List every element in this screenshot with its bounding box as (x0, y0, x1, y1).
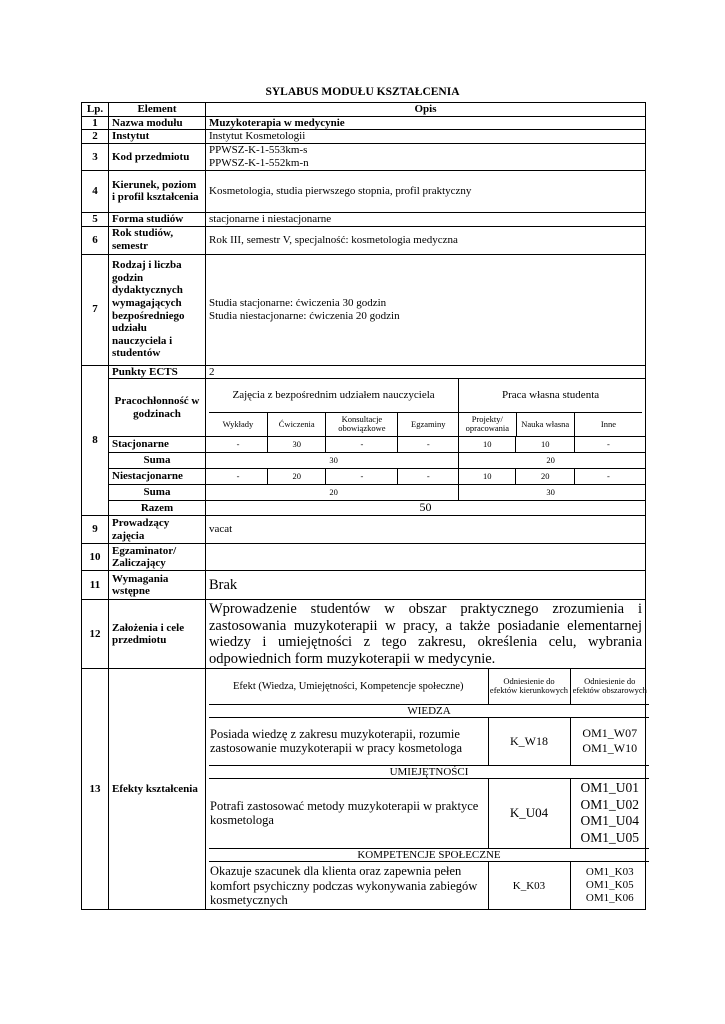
col-projekty: Projekty/ opracowania (459, 412, 516, 436)
stac-inne: - (607, 439, 610, 450)
label-zalozenia: Założenia i cele przedmiotu (109, 600, 206, 669)
lp-10: 10 (82, 544, 109, 571)
label-niestacjonarne: Niestacjonarne (109, 469, 206, 485)
komp-obsz-3: OM1_K06 (585, 892, 634, 905)
header-element: Element (109, 103, 206, 117)
row-2 (82, 130, 646, 144)
stac-nauka: 10 (516, 437, 574, 452)
suma-niestac-grid (209, 485, 642, 500)
niestacjonarne-values (206, 469, 646, 485)
kod-niestacjonarne: PPWSZ-K-1-552km-n (209, 156, 309, 169)
kompetencje-kierunkowe: K_K03 (488, 861, 570, 909)
umiej-obsz-2: OM1_U02 (580, 796, 639, 812)
wiedza-obsz-2: OM1_W10 (582, 741, 638, 756)
wiedza-obszarowe (570, 717, 649, 765)
stacjonarne-values (206, 437, 646, 453)
label-suma-niestac: Suma (109, 485, 206, 501)
row-9 (82, 516, 646, 544)
row-8-niestacjonarne (82, 469, 646, 485)
efekty-header-efekt: Efekt (Wiedza, Umiejętności, Kompetencje społeczne) (209, 669, 488, 704)
header-lp: Lp. (82, 103, 109, 117)
suma-stac-grid (209, 453, 642, 468)
label-instytut: Instytut (109, 130, 206, 144)
value-punkty-ects: 2 (206, 365, 646, 379)
value-rok-studiow: Rok III, semestr V, specjalność: kosmetologia medyczna (206, 226, 646, 254)
lp-5: 5 (82, 212, 109, 226)
godziny-niestacjonarne: Studia niestacjonarne: ćwiczenia 20 godzin (209, 309, 400, 322)
col-wyklady: Wykłady (209, 412, 267, 436)
value-nazwa-modulu: Muzykoterapia w medycynie (206, 116, 646, 130)
row-8-suma-stac (82, 453, 646, 469)
col-konsultacje: Konsultacje obowiązkowe (326, 412, 398, 436)
label-rok-studiow: Rok studiów, semestr (109, 226, 206, 254)
label-wymagania: Wymagania wstępne (109, 571, 206, 600)
lp-3: 3 (82, 143, 109, 170)
lp-8: 8 (82, 365, 109, 516)
suma-niestac-wlasna: 30 (546, 487, 555, 498)
suma-stac-bezposrednie: 30 (209, 453, 459, 468)
row-11 (82, 571, 646, 600)
row-3 (82, 143, 646, 170)
lp-6: 6 (82, 226, 109, 254)
umiejetnosci-obszarowe (570, 778, 649, 848)
value-wymagania: Brak (206, 571, 646, 600)
umiejetnosci-kierunkowe: K_U04 (488, 778, 570, 848)
document-title: SYLABUS MODUŁU KSZTAŁCENIA (265, 86, 460, 98)
label-efekty: Efekty kształcenia (109, 669, 206, 910)
value-prowadzacy: vacat (206, 516, 646, 544)
stacjonarne-grid (209, 437, 642, 452)
umiej-obsz-1: OM1_U01 (580, 779, 639, 795)
umiej-obsz-4: OM1_U05 (580, 830, 639, 846)
wiedza-obsz-1: OM1_W07 (582, 725, 638, 740)
niestacjonarne-grid (209, 469, 642, 484)
group-praca-wlasna: Praca własna studenta (459, 379, 642, 412)
row-1 (82, 116, 646, 130)
row-4 (82, 170, 646, 212)
niestac-wyklady: - (209, 469, 267, 484)
wiedza-efekt: Posiada wiedzę z zakresu muzykoterapii, rozumie zastosowanie muzykoterapii w pracy kosmetologa (209, 717, 488, 765)
value-egzaminator (206, 544, 646, 571)
stac-wyklady: - (209, 437, 267, 452)
col-inne: Inne (574, 412, 642, 436)
section-wiedza: WIEDZA (209, 704, 649, 717)
col-egzaminy: Egzaminy (398, 412, 459, 436)
umiejetnosci-efekt: Potrafi zastosować metody muzykoterapii w praktyce kosmetologa (209, 778, 488, 848)
efekty-grid (209, 669, 649, 909)
stac-egzaminy: - (398, 437, 459, 452)
wiedza-kierunkowe: K_W18 (488, 717, 570, 765)
label-punkty-ects: Punkty ECTS (109, 365, 206, 379)
row-6 (82, 226, 646, 254)
value-zalozenia: Wprowadzenie studentów w obszar praktycznego zrozumienia i zastosowania muzykoterapii w pracy, a także posiadanie elementarnej wiedzy i umiejętności z tego zakresu, określenia celu, wybrania odpowiednich form muzykoterapii w medycynie. (206, 600, 646, 669)
value-razem: 50 (206, 501, 646, 516)
lp-7: 7 (82, 254, 109, 365)
kompetencje-efekt: Okazuje szacunek dla klienta oraz zapewnia pełen komfort psychiczny podczas wykonywania zabiegów kosmetycznych (209, 861, 488, 909)
hours-table-header (206, 379, 646, 437)
lp-4: 4 (82, 170, 109, 212)
row-7 (82, 254, 646, 365)
label-kierunek: Kierunek, poziom i profil kształcenia (109, 170, 206, 212)
label-stacjonarne: Stacjonarne (109, 437, 206, 453)
value-forma-studiow: stacjonarne i niestacjonarne (206, 212, 646, 226)
komp-obsz-1: OM1_K03 (585, 865, 634, 878)
niestac-egzaminy: - (398, 469, 459, 484)
row-8-razem (82, 501, 646, 516)
stac-konsultacje: - (326, 437, 398, 452)
value-kierunek: Kosmetologia, studia pierwszego stopnia, profil praktyczny (206, 170, 646, 212)
lp-9: 9 (82, 516, 109, 544)
efekty-header-obszarowe: Odniesienie do efektów obszarowych (570, 669, 649, 704)
label-egzaminator: Egzaminator/ Zaliczający (109, 544, 206, 571)
row-10 (82, 544, 646, 571)
col-cwiczenia: Ćwiczenia (267, 412, 325, 436)
lp-12: 12 (82, 600, 109, 669)
label-rodzaj-godzin: Rodzaj i liczba godzin dydaktycznych wymagających bezpośredniego udziału nauczyciela i studentów (109, 254, 206, 365)
kompetencje-obszarowe (570, 861, 649, 909)
stac-projekty: 10 (459, 437, 516, 452)
value-instytut: Instytut Kosmetologii (206, 130, 646, 144)
row-12 (82, 600, 646, 669)
row-8-ects (82, 365, 646, 379)
value-rodzaj-godzin (206, 254, 646, 365)
row-8-suma-niestac (82, 485, 646, 501)
niestac-inne: - (607, 471, 610, 482)
label-razem: Razem (109, 501, 206, 516)
niestac-projekty: 10 (459, 469, 516, 484)
kod-stacjonarne: PPWSZ-K-1-553km-s (209, 144, 308, 157)
row-8-pracochlonnosc (82, 379, 646, 437)
niestac-nauka: 20 (516, 469, 574, 484)
lp-11: 11 (82, 571, 109, 600)
header-opis: Opis (206, 103, 646, 117)
lp-2: 2 (82, 130, 109, 144)
label-suma-stac: Suma (109, 453, 206, 469)
syllabus-table (81, 102, 646, 910)
suma-niestac-values (206, 485, 646, 501)
niestac-cwiczenia: 20 (267, 469, 325, 484)
suma-stac-wlasna: 20 (546, 455, 555, 466)
stac-cwiczenia: 30 (267, 437, 325, 452)
label-kod-przedmiotu: Kod przedmiotu (109, 143, 206, 170)
godziny-stacjonarne: Studia stacjonarne: ćwiczenia 30 godzin (209, 296, 387, 309)
row-8-stacjonarne (82, 437, 646, 453)
umiej-obsz-3: OM1_U04 (580, 813, 639, 829)
section-kompetencje: KOMPETENCJE SPOŁECZNE (209, 848, 649, 861)
row-13 (82, 669, 646, 910)
header-row (82, 103, 646, 117)
niestac-konsultacje: - (326, 469, 398, 484)
lp-1: 1 (82, 116, 109, 130)
label-forma-studiow: Forma studiów (109, 212, 206, 226)
efekty-content (206, 669, 646, 910)
efekty-header-kierunkowe: Odniesienie do efektów kierunkowych (488, 669, 570, 704)
col-nauka-wlasna: Nauka własna (516, 412, 574, 436)
group-zajecia-bezposrednie: Zajęcia z bezpośrednim udziałem nauczyciela (209, 379, 459, 412)
row-5 (82, 212, 646, 226)
label-nazwa-modulu: Nazwa modułu (109, 116, 206, 130)
suma-stac-values (206, 453, 646, 469)
label-pracochlonnosc: Pracochłonność w godzinach (109, 379, 206, 437)
hours-header-grid (209, 379, 642, 436)
value-kod-przedmiotu (206, 143, 646, 170)
label-prowadzacy: Prowadzący zajęcia (109, 516, 206, 544)
lp-13: 13 (82, 669, 109, 910)
komp-obsz-2: OM1_K05 (585, 879, 634, 892)
section-umiejetnosci: UMIEJĘTNOŚCI (209, 765, 649, 778)
suma-niestac-bezposrednie: 20 (209, 485, 459, 500)
